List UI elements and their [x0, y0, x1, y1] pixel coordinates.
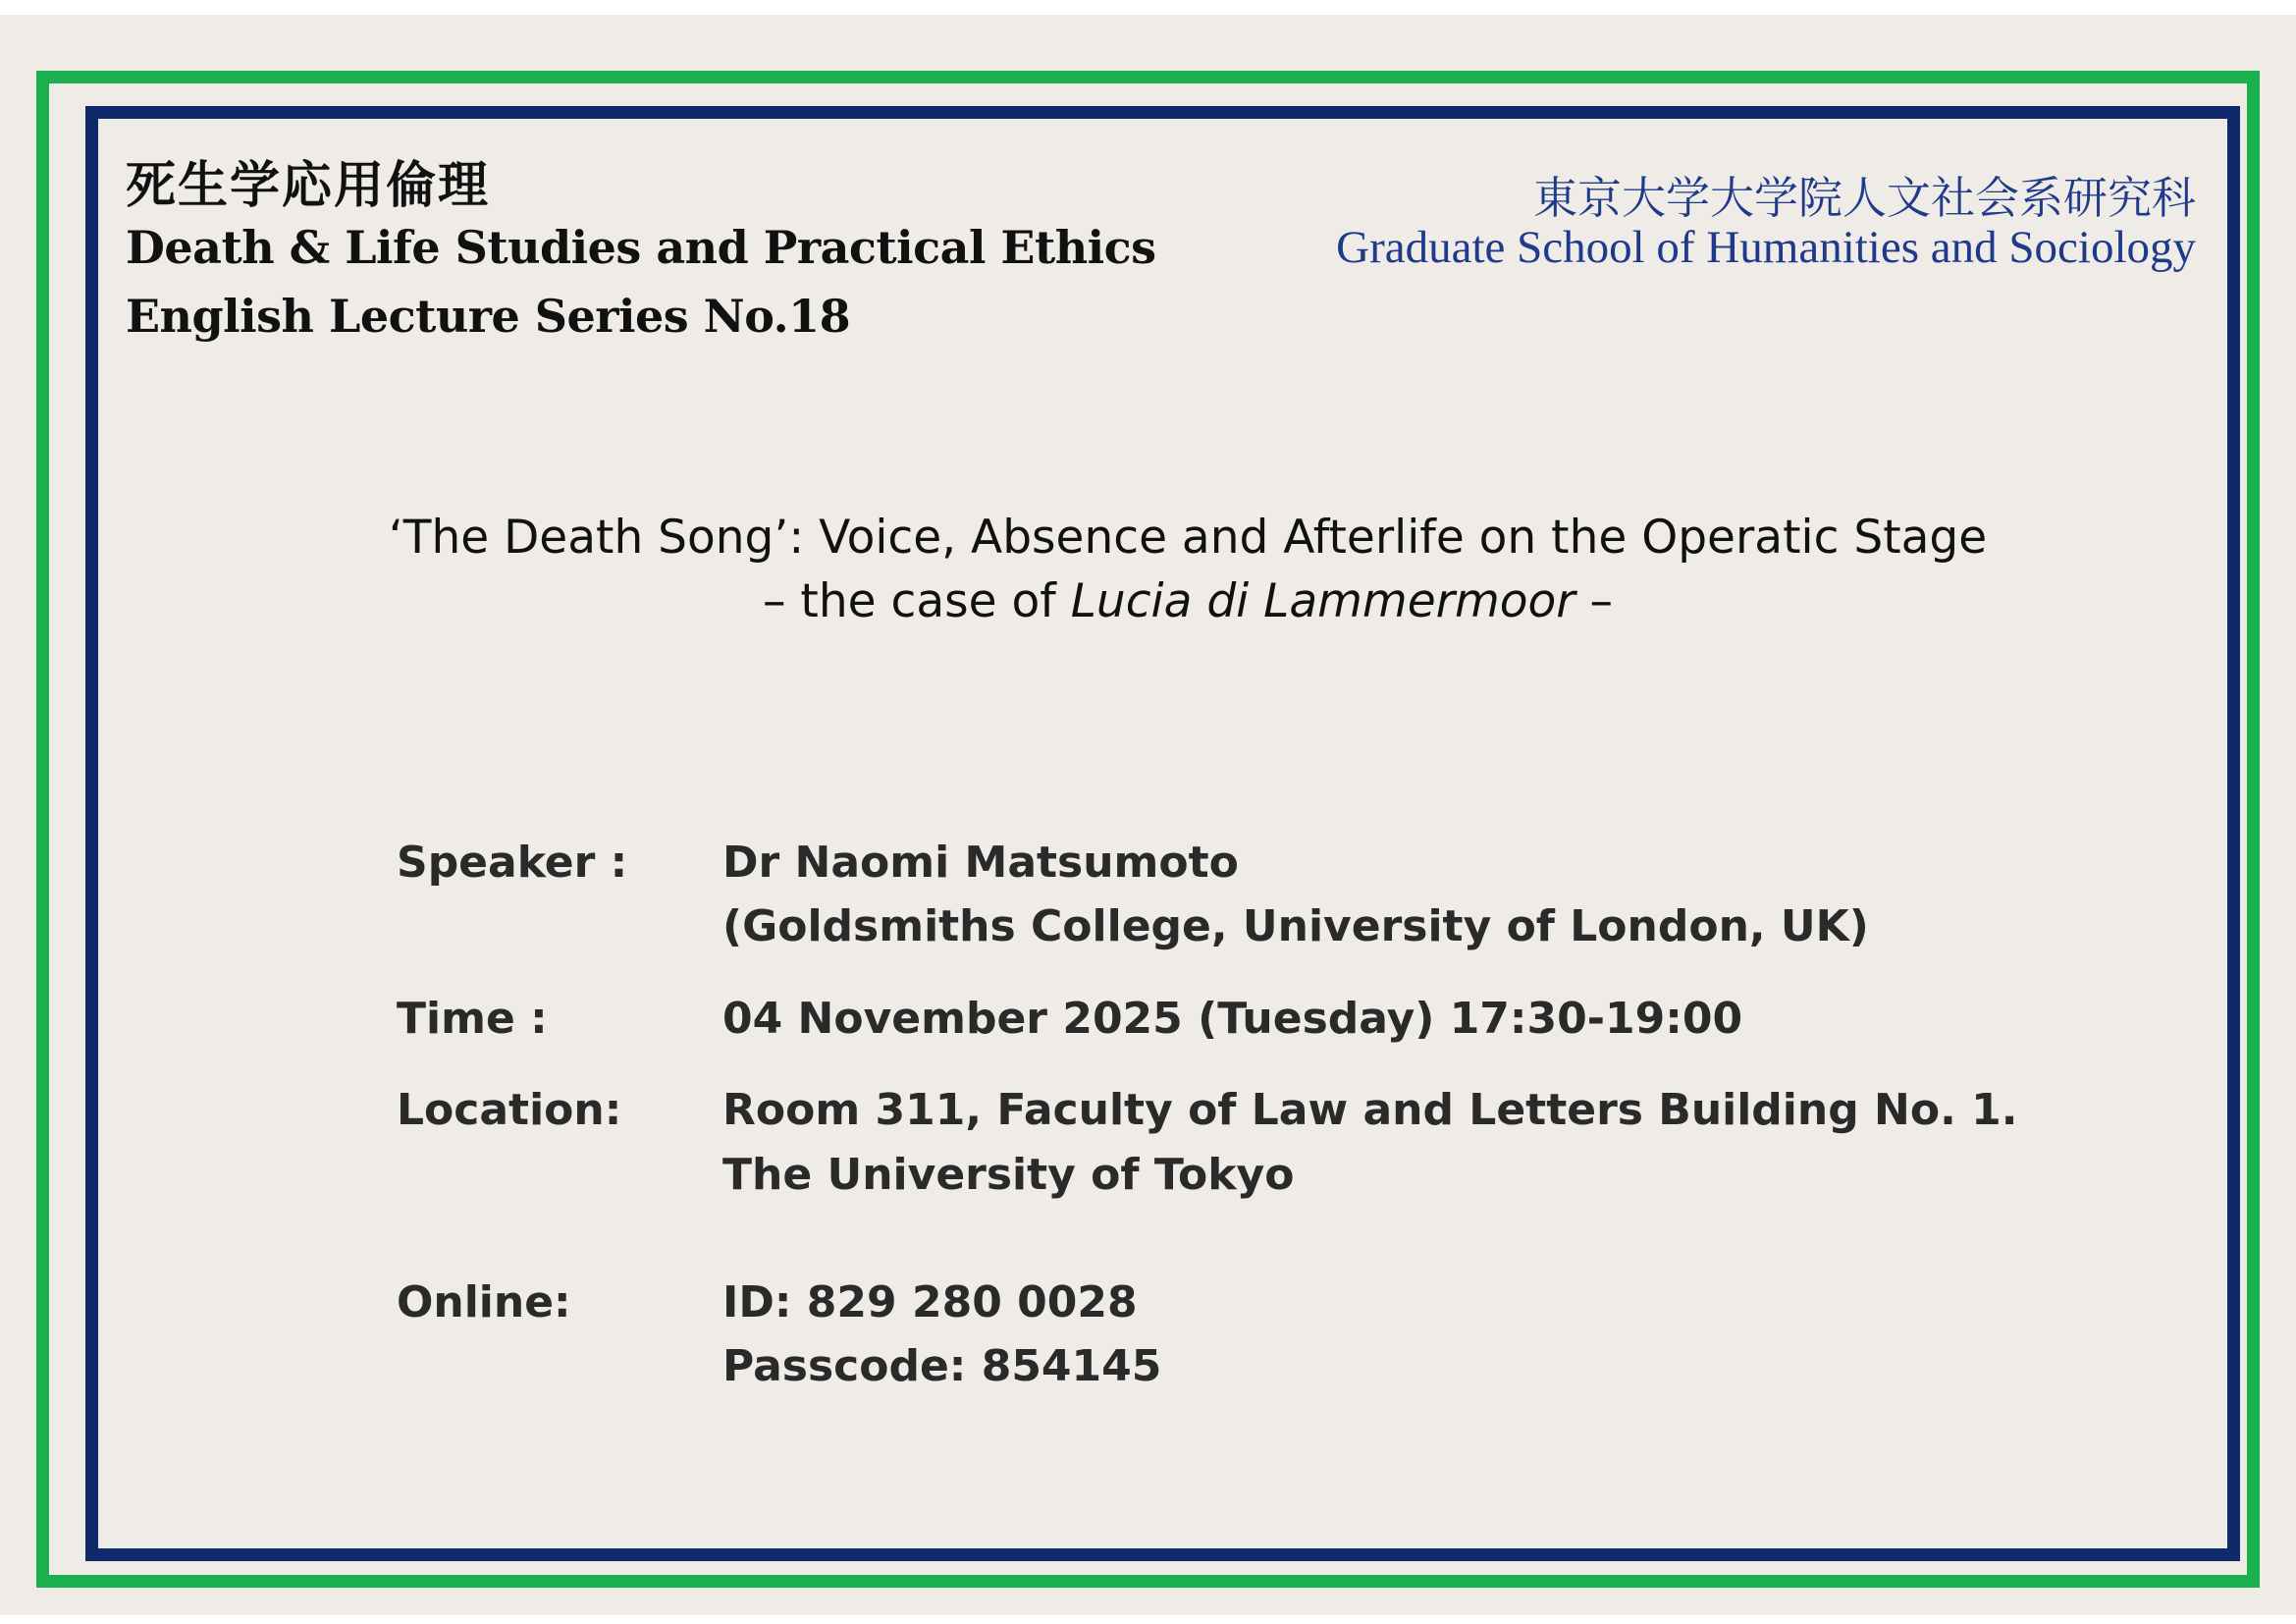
lecture-subtitle-prefix: – the case of [762, 574, 1071, 628]
lecture-subtitle [0, 574, 2296, 628]
speaker-affiliation: (Goldsmiths College, University of London, UK) [722, 901, 1869, 951]
lecture-subtitle-suffix: – [1575, 574, 1614, 628]
series-title-japanese: 死生学応用倫理 [126, 157, 491, 215]
lecture-title: ‘The Death Song’: Voice, Absence and Afterlife on the Operatic Stage [388, 511, 1988, 565]
online-meeting-id: ID: 829 280 0028 [722, 1277, 1138, 1327]
time-value: 04 November 2025 (Tuesday) 17:30-19:00 [722, 994, 1743, 1044]
location-line-1: Room 311, Faculty of Law and Letters Building No. 1. [722, 1085, 2018, 1135]
speaker-label: Speaker : [397, 838, 628, 888]
series-number: English Lecture Series No.18 [126, 290, 851, 343]
time-label: Time : [397, 994, 548, 1044]
speaker-name: Dr Naomi Matsumoto [722, 838, 1239, 888]
location-line-2: The University of Tokyo [722, 1150, 1295, 1200]
online-passcode: Passcode: 854145 [722, 1341, 1162, 1391]
school-name-english: Graduate School of Humanities and Sociology [1336, 222, 2196, 273]
online-label: Online: [397, 1277, 571, 1327]
school-name-japanese: 東京大学大学院人文社会系研究科 [1532, 172, 2196, 224]
location-label: Location: [397, 1085, 622, 1135]
poster-page [0, 15, 2296, 1615]
series-title-english: Death & Life Studies and Practical Ethics [126, 221, 1156, 274]
opera-title: Lucia di Lammermoor [1070, 574, 1575, 628]
